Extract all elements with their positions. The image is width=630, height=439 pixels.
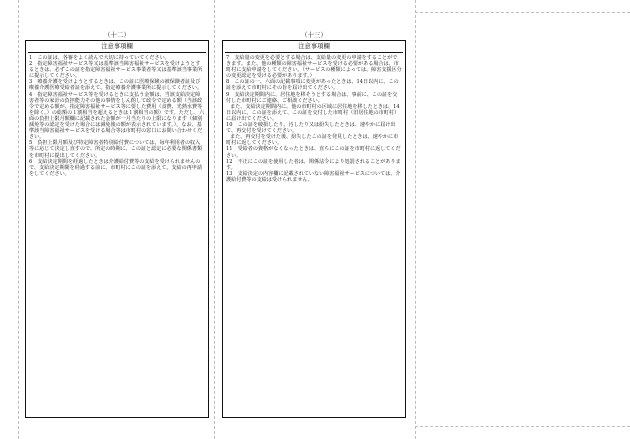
notes-box-12	[25, 40, 209, 418]
panel-12	[25, 30, 209, 418]
fold-line-right	[415, 0, 416, 439]
panel-12-title: （十二）	[104, 31, 130, 39]
note-1: 1 この証は、各審をよく読んで大切に持っていてください。	[29, 55, 170, 61]
notes-list-12	[26, 53, 208, 177]
note-10: 10 この証を破損したり、汚したり又は紛失したときは、速やかに届け出て、再交付を受けてください。	[226, 122, 396, 135]
notes-header-12: 注意事項欄	[28, 41, 206, 53]
note-13: 13 支給決定の内容欄に記載されていない障害福祉サービスについては、介護給付費等の支給は受けられません。	[226, 170, 401, 183]
note-8: 8 この証の一、六面の記載事項に変更があったときは、14日以内に、この証を添えて市町村にその旨を届け出てください。	[226, 79, 399, 92]
panel-13	[222, 30, 406, 418]
note-10-continued: また、再交付を受けた後、紛失したこの証を発見したときは、速やかに市町村に返してください。	[226, 134, 399, 147]
panel-13-title: （十三）	[301, 31, 327, 39]
notes-list-13	[223, 53, 405, 183]
notes-box-13	[222, 40, 406, 418]
fold-line-left	[18, 0, 19, 439]
note-6: 6 支給決定期間を経過したときは介護給付費等の支給を受けられませんので、支給決定期間を経過する前に、市町村にこの証を添えて、支給の再申請をしてください。	[29, 158, 202, 177]
note-9-continued: また、支給決定期間内に、他の市町村の区域に居住地を移したときは、14日以内に、この証を添えて、この証を交付した市町村（旧居住地の市町村）に届け出てください。	[226, 103, 400, 122]
note-9: 9 支給決定期間内に、居住地を移そうとする場合は、事前に、この証を交付した市町村にご連絡、ご相談ください。	[226, 91, 398, 104]
note-5: 5 負担上限月額及び特定障害者特別給付費については、毎年利用者の収入等に応じて決定し直すので、所定の時期に、この証と認定に必要な関係書類を市町村に提出してください。	[29, 140, 203, 159]
note-3: 3 療養介護を受けようとするときは、この証に医療保険の被保険者証及び療養介護医療受給者証を添えて、指定療養介護事業所に提示してください。	[29, 79, 203, 92]
note-7: 7 支給量の変更を必要とする場合は、支給量の変更の申請をすることができます。また、他の種類の障害福祉サービスを受ける必要がある場合は、市町村に支給申請をしてください。（サービスの種類によっては、障害支援区分の変更認定を受ける必要があります。）	[226, 55, 402, 80]
fold-line-center	[214, 0, 215, 439]
notes-header-13: 注意事項欄	[225, 41, 403, 53]
note-12: 12 不正にこの証を使用した者は、関係法令により処罰されることがあります。	[226, 158, 401, 171]
fold-line-bottom	[415, 426, 630, 427]
note-4: 4 指定障害福祉サービス等を受けるときに支払う金額は、当該支給決定障害者等の家計の負担能力その他の事情をしん酌して政令で定める額（当該政令で定める額が、指定障害福祉サービス等に要した費用（食費、光熱水費等を除く。）の総額の１割相当を超えるときは１割相当の額）です。ただし、六面の負担上限月額欄に記載された金額が一月当たりの上限になります（個別減免等の認定を受けた場合には減免後の額が表示されています。）。なお、基準該当障害福祉サービスを受ける場合等は市町村の窓口にお問い合わせください。	[29, 91, 205, 141]
note-2: 2 指定障害福祉サービス等又は基準該当障害福祉サービスを受けようとするときは、必ずこの証を指定障害福祉サービス事業者等又は基準該当事業所に提示してください。	[29, 61, 203, 80]
fold-line-top	[415, 12, 630, 13]
note-11: 11 受給者の資格がなくなったときは、直ちにこの証を市町村に返してください。	[226, 146, 401, 159]
